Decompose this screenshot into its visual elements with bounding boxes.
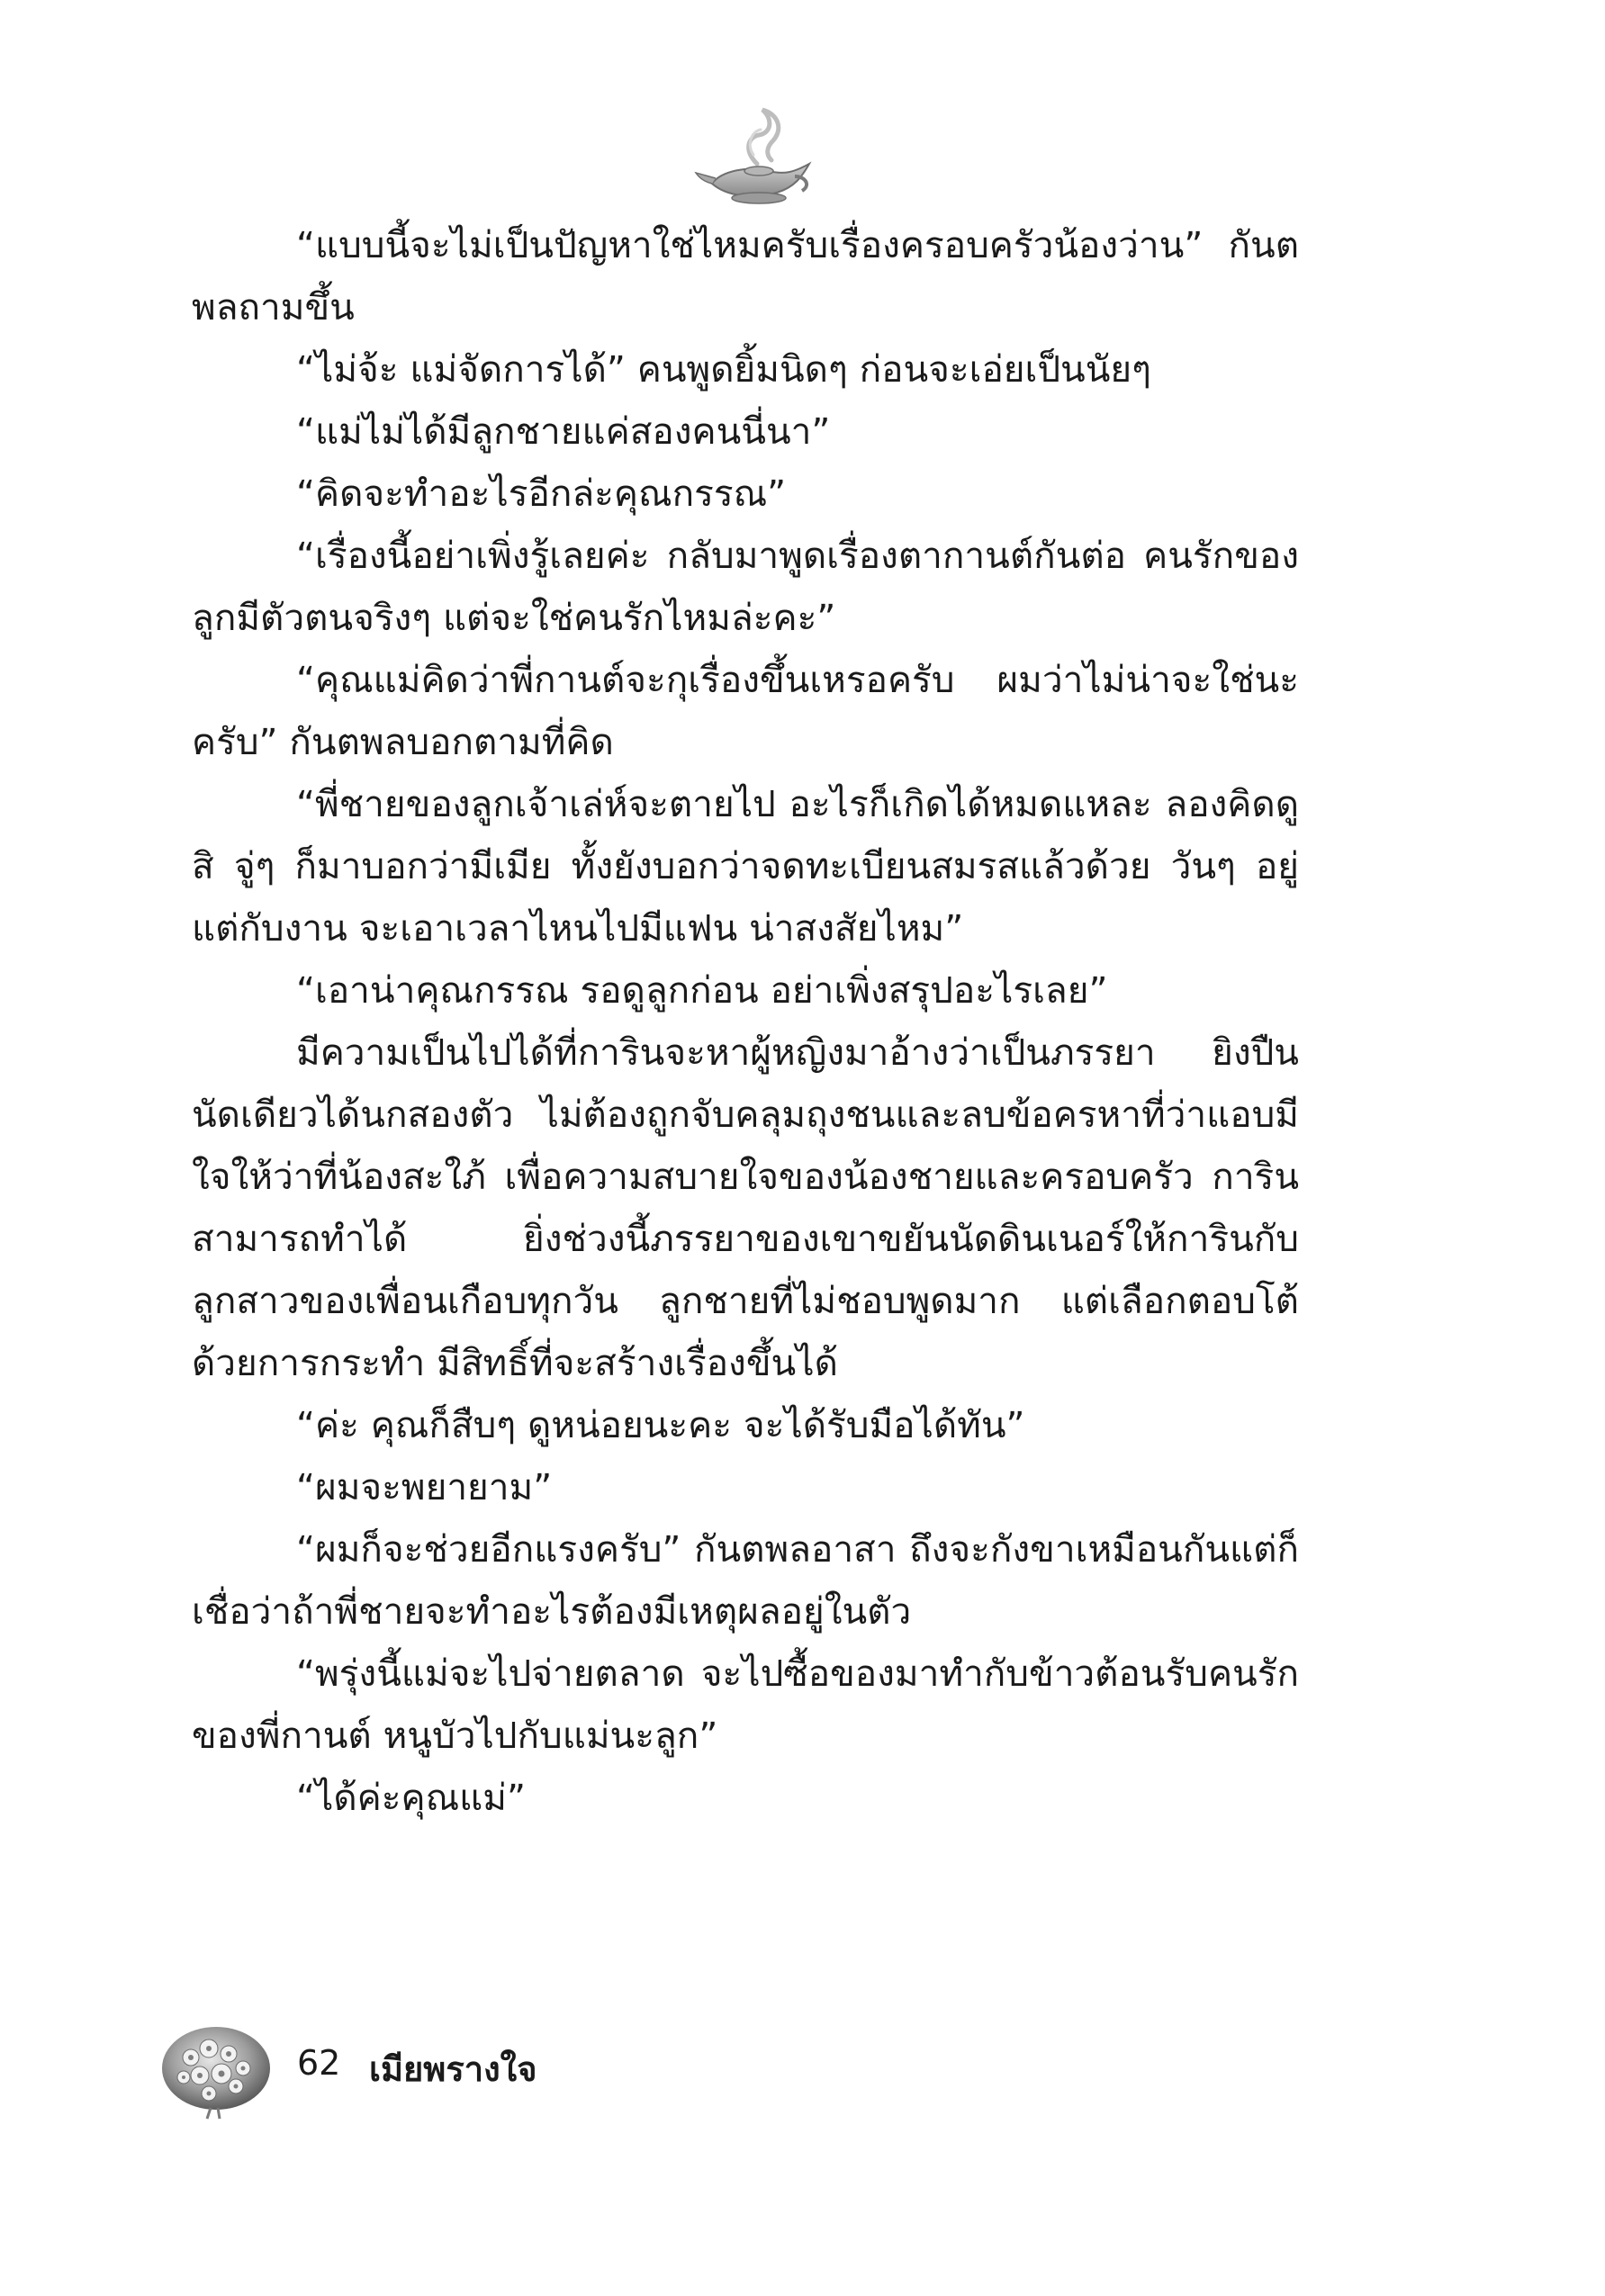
- paragraph: “ผมจะพยายาม”: [296, 1465, 553, 1508]
- paragraph: “ผมก็จะช่วยอีกแรงครับ” กันตพลอาสา ถึงจะกังขาเหมือนกันแต่ก็เชื่อว่าถ้าพี่ชายจะทำอะไรต้องมีเหตุผลอยู่ในตัว: [192, 1527, 1299, 1633]
- paragraph: “เอาน่าคุณกรรณ รอดูลูกก่อน อย่าเพิ่งสรุปอะไรเลย”: [296, 968, 1108, 1012]
- paragraph: “เรื่องนี้อย่าเพิ่งรู้เลยค่ะ กลับมาพูดเรื่องตากานต์กันต่อ คนรักของลูกมีตัวตนจริงๆ แต่จะใช่คนรักไหมล่ะคะ”: [192, 534, 1299, 639]
- paragraph: “พี่ชายของลูกเจ้าเล่ห์จะตายไป อะไรก็เกิดได้หมดแหละ ลองคิดดูสิ จู่ๆ ก็มาบอกว่ามีเมีย ทั้งยังบอกว่าจดทะเบียนสมรสแล้วด้วย วันๆ อยู่แต่กับงาน จะเอาเวลาไหนไปมีแฟน น่าสงสัยไหม”: [192, 782, 1299, 950]
- paragraph: “ค่ะ คุณก็สืบๆ ดูหน่อยนะคะ จะได้รับมือได้ทัน”: [296, 1403, 1025, 1446]
- paragraph: “ไม่จ้ะ แม่จัดการได้” คนพูดยิ้มนิดๆ ก่อนจะเอ่ยเป็นนัยๆ: [296, 347, 1151, 391]
- paragraph: “คิดจะทำอะไรอีกล่ะคุณกรรณ”: [296, 472, 787, 515]
- paragraph: “ได้ค่ะคุณแม่”: [296, 1776, 526, 1819]
- paragraph: มีความเป็นไปได้ที่การินจะหาผู้หญิงมาอ้างว่าเป็นภรรยา ยิงปืนนัดเดียวได้นกสองตัว ไม่ต้องถูกจับคลุมถุงชนและลบข้อครหาที่ว่าแอบมีใจให้ว่าที่น้องสะใภ้ เพื่อความสบายใจของน้องชายและครอบครัว การินสามารถทำได้ ยิ่งช่วงนี้ภรรยาของเขาขยันนัดดินเนอร์ให้การินกับลูกสาวของเพื่อนเกือบทุกวัน ลูกชายที่ไม่ชอบพูดมาก แต่เลือกตอบโต้ด้วยการกระทำ มีสิทธิ์ที่จะสร้างเรื่องขึ้นได้: [192, 1031, 1299, 1384]
- paragraph: “แม่ไม่ได้มีลูกชายแค่สองคนนี่นา”: [296, 410, 831, 453]
- page-number: 62: [297, 2043, 341, 2083]
- paragraph: “คุณแม่คิดว่าพี่กานต์จะกุเรื่องขึ้นเหรอครับ ผมว่าไม่น่าจะใช่นะครับ” กันตพลบอกตามที่คิด: [192, 658, 1299, 763]
- page-footer: [153, 2021, 783, 2129]
- genie-lamp-icon: [694, 101, 820, 209]
- paragraph: “แบบนี้จะไม่เป็นปัญหาใช่ไหมครับเรื่องครอบครัวน้องว่าน” กันตพลถามขึ้น: [192, 223, 1299, 329]
- body-text: [192, 214, 1299, 1829]
- book-title: เมียพรางใจ: [369, 2049, 537, 2089]
- flower-bouquet-icon: [153, 2021, 279, 2120]
- paragraph: “พรุ่งนี้แม่จะไปจ่ายตลาด จะไปซื้อของมาทำกับข้าวต้อนรับคนรักของพี่กานต์ หนูบัวไปกับแม่นะลูก”: [192, 1652, 1299, 1757]
